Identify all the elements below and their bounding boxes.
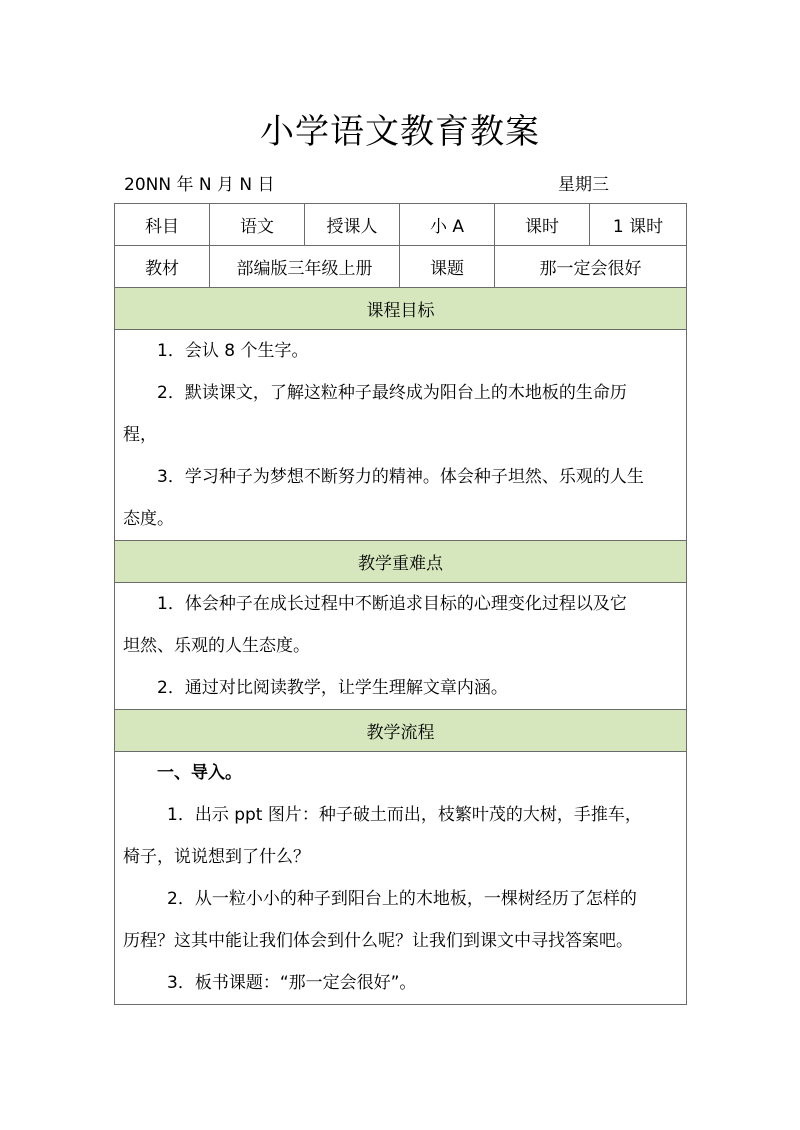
teacher-label: 授课人 — [305, 204, 400, 246]
lesson-date: 20NN 年 N 月 N 日 — [124, 175, 275, 195]
info-row-2 — [115, 246, 687, 288]
subject-value: 语文 — [210, 204, 305, 246]
goal-item: 2．默读课文，了解这粒种子最终成为阳台上的木地板的生命历 — [157, 383, 627, 403]
process-item: 椅子，说说想到了什么？ — [123, 847, 310, 867]
process-header: 教学流程 — [115, 710, 687, 752]
process-section-title: 一、导入。 — [157, 763, 242, 783]
goal-item: 态度。 — [123, 509, 174, 529]
goal-item: 3．学习种子为梦想不断努力的精神。体会种子坦然、乐观的人生 — [157, 467, 644, 487]
process-item: 历程？这其中能让我们体会到什么呢？让我们到课文中寻找答案吧。 — [123, 931, 633, 951]
goal-item: 1．会认 8 个生字。 — [157, 341, 309, 361]
textbook-value: 部编版三年级上册 — [210, 246, 400, 288]
process-item: 2．从一粒小小的种子到阳台上的木地板，一棵树经历了怎样的 — [167, 889, 637, 909]
keypoint-item: 2．通过对比阅读教学，让学生理解文章内涵。 — [157, 678, 508, 698]
keypoint-item: 坦然、乐观的人生态度。 — [123, 636, 310, 656]
lesson-plan-table — [114, 203, 687, 1005]
subject-label: 科目 — [115, 204, 210, 246]
topic-label: 课题 — [400, 246, 495, 288]
process-body — [115, 752, 687, 1005]
teacher-value: 小 A — [400, 204, 495, 246]
keypoints-header: 教学重难点 — [115, 541, 687, 583]
goals-header: 课程目标 — [115, 288, 687, 330]
lesson-weekday: 星期三 — [558, 175, 609, 195]
document-title: 小学语文教育教案 — [260, 112, 540, 152]
goals-body — [115, 330, 687, 541]
textbook-label: 教材 — [115, 246, 210, 288]
info-row-1 — [115, 204, 687, 246]
process-item: 3．板书课题：“那一定会很好”。 — [167, 973, 417, 993]
hours-value: 1 课时 — [590, 204, 687, 246]
process-item: 1．出示 ppt 图片：种子破土而出，枝繁叶茂的大树，手推车， — [167, 805, 642, 825]
keypoints-body — [115, 583, 687, 710]
goal-item: 程， — [123, 425, 157, 445]
keypoint-item: 1．体会种子在成长过程中不断追求目标的心理变化过程以及它 — [157, 594, 627, 614]
topic-value: 那一定会很好 — [495, 246, 687, 288]
hours-label: 课时 — [495, 204, 590, 246]
